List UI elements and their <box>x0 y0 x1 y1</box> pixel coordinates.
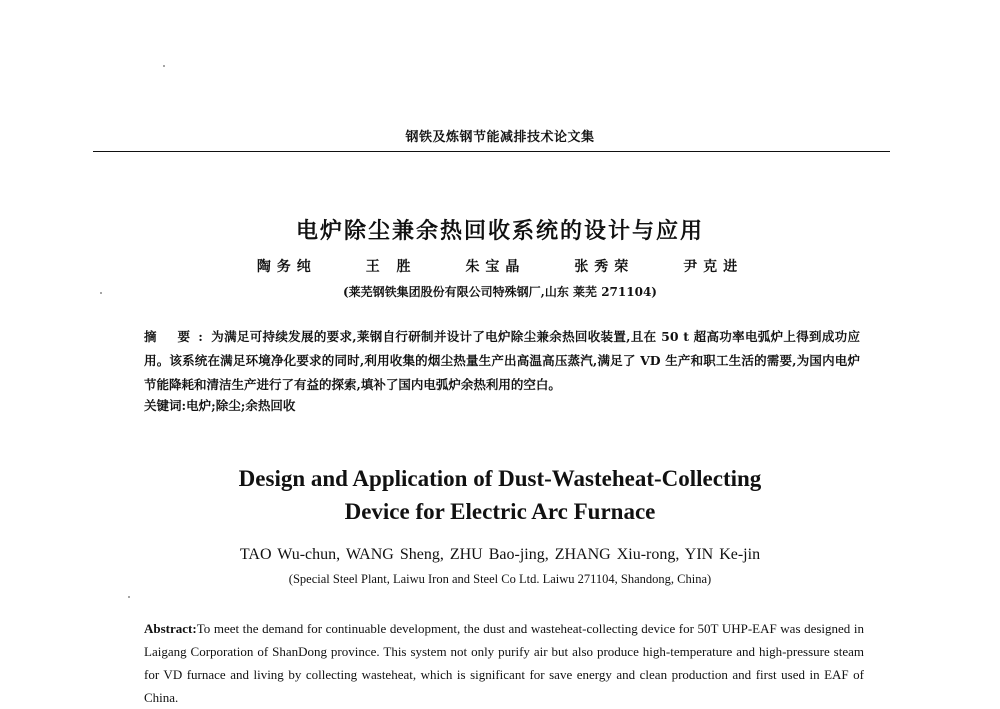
scan-speck <box>128 596 130 598</box>
header-rule <box>93 151 890 152</box>
chinese-author: 尹克进 <box>683 259 744 275</box>
chinese-abstract-text: 为满足可持续发展的要求,莱钢自行研制并设计了电炉除尘兼余热回收装置,且在 50 t 超高功率电弧炉上得到成功应用。该系统在满足环境净化要求的同时,利用收集的烟尘热量生产出高温高压蒸汽,满足了 VD 生产和职工生活的需要,为国内电炉节能降耗和清洁生产进行了有益的探索,填补了国内电弧炉余热利用的空白。 <box>144 329 861 392</box>
chinese-affiliation: (莱芜钢铁集团股份有限公司特殊钢厂,山东 莱芜 271104) <box>343 285 657 299</box>
chinese-author: 张秀荣 <box>574 259 635 275</box>
english-title-line: Design and Application of Dust-Wasteheat-Collecting <box>238 466 762 491</box>
chinese-author: 王 胜 <box>365 259 417 275</box>
english-title-line: Device for Electric Arc Furnace <box>344 499 656 524</box>
english-title <box>0 462 1000 528</box>
chinese-keywords-label: 关键词: <box>144 398 187 413</box>
chinese-keywords-text: 电炉;除尘;余热回收 <box>186 398 296 413</box>
chinese-abstract <box>144 325 860 397</box>
english-affiliation: (Special Steel Plant, Laiwu Iron and Steel Co Ltd. Laiwu 271104, Shandong, China) <box>288 572 712 586</box>
chinese-author: 朱宝晶 <box>465 259 526 275</box>
chinese-author: 陶务纯 <box>256 259 317 275</box>
english-abstract <box>144 617 864 709</box>
running-head: 钢铁及炼钢节能减排技术论文集 <box>405 130 595 145</box>
english-abstract-text: To meet the demand for continuable development, the dust and wasteheat-collecting device for 50T UHP-EAF was designed in Laigang Corporation of ShanDong province. This system not only purify air but also produce high-temperature and high-pressure steam for VD furnace and living by collecting wasteheat, which is significant for save energy and clean production and first used in EAF of China. <box>144 621 864 705</box>
chinese-title: 电炉除尘兼余热回收系统的设计与应用 <box>295 219 704 244</box>
english-abstract-label: Abstract: <box>144 621 197 636</box>
english-authors: TAO Wu-chun, WANG Sheng, ZHU Bao-jing, ZHANG Xiu-rong, YIN Ke-jin <box>239 546 761 563</box>
chinese-keywords <box>144 396 295 414</box>
chinese-abstract-label: 摘 要: <box>144 329 211 344</box>
scan-speck <box>163 65 165 67</box>
chinese-authors <box>0 256 1000 276</box>
